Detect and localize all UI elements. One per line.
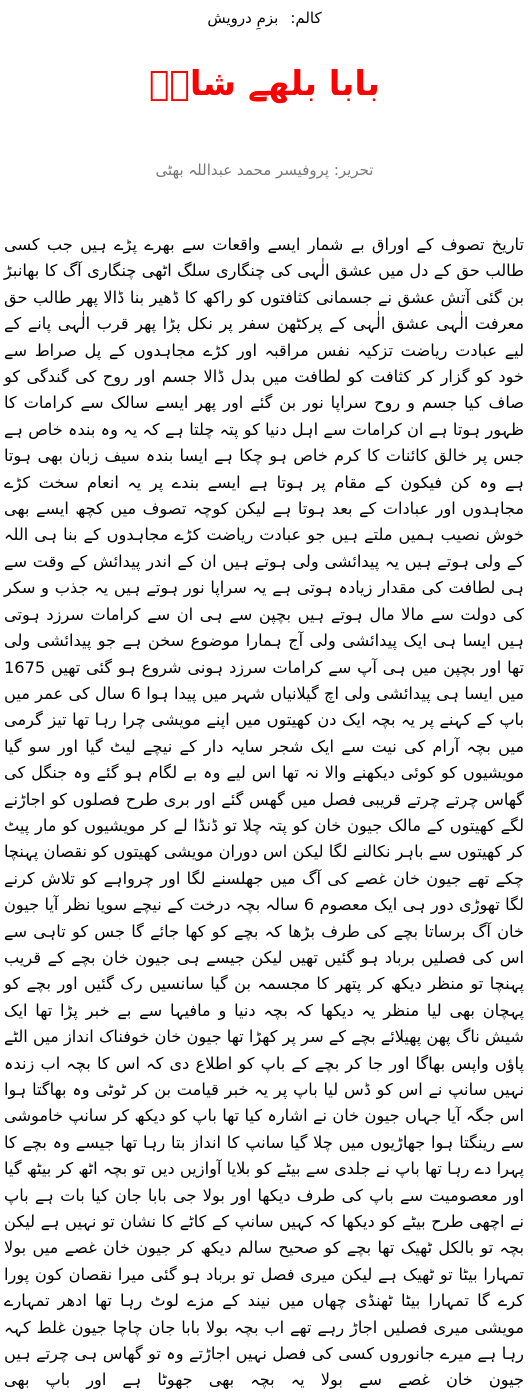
column-header [0,8,529,28]
column-label: کالم: [290,9,322,27]
article-title: بابا بلھے شاہؒ [149,64,380,104]
article-paragraph: تاریخ تصوف کے اوراق بے شمار ایسے واقعات سے بھرے پڑے ہیں جب کسی طالب حق کے دل میں عشق الٰہی کی چنگاری سلگ اٹھی چنگاری آگ کا بھانبڑ بن گئی آتش عشق نے جسمانی کثافتوں کو راکھ کا ڈھیر بنا ڈالا پھر طالب حق معرفت الٰہی عشق الٰہی کے پرکٹھن سفر پر نکل پڑا پھر قرب الٰہی پانے کے لیے عبادت ریاضت تزکیہ نفس مراقبہ اور کڑے مجاہدوں کے پل صراط سے خود کو گزار کر کثافت کو لطافت میں بدل ڈالا جسم اور روح کی گندگی کو صاف کیا جسم و روح سراپا نور بن گئے اور پھر ایسے سالک سے کرامات کا ظہور ہوتا ہے ان کرامات سے اہل دنیا کو پتہ چلتا ہے کہ یہ وہ بندہ خاص ہے جس پر خالق کائنات کا کرم خاص ہو چکا ہے ایسا بندہ سیف زبان بھی ہوتا ہے وہ کن فیکون کے مقام پر ہوتا ہے ایسے بندے پر یہ انعام سخت کڑے مجاہدوں اور عبادات کے بعد ہوتا ہے لیکن کوچہ تصوف میں کچھ ایسے بھی خوش نصیب ہمیں ملتے ہیں جو عبادت ریاضت کڑے مجاہدوں کے بنا ہی اللہ کے ولی ہوتے ہیں یہ پیدائشی ولی ہوتے ہیں ان کے اندر پیدائش کے وقت سے ہی لطافت کی مقدار زیادہ ہوتی ہے یہ سراپا نور ہوتے ہیں یہ جذب و سکر کی دولت سے مالا مال ہوتے ہیں بچپن سے ہی ان سے کرامات سرزد ہوتی ہیں ایسا ہی ایک پیدائشی ولی آج ہمارا موضوع سخن ہے جو پیدائشی ولی تھا اور بچپن میں ہی آپ سے کرامات سرزد ہونی شروع ہو گئی تھیں 1675 میں ایسا ہی پیدائشی ولی اچ گیلانیاں شہر میں پیدا ہوا 6 سال کی عمر میں باپ کے کہنے پر یہ بچہ ایک دن کھیتوں میں اپنے مویشی چرا رہا تھا تیز گرمی میں بچہ آرام کی نیت سے ایک شجر سایہ دار کے نیچے لیٹ گیا اور سو گیا مویشیوں کو کوئی دیکھنے والا نہ تھا اس لیے وہ بے لگام ہو گئے وہ جنگل کی گھاس چرتے چرتے قریبی فصل میں گھس گئے اور بری طرح فصلوں کو اجاڑنے لگے کھیتوں کے مالک جیون خان کو پتہ چلا تو ڈنڈا لے کر مویشیوں کو مار پیٹ کر کھیتوں سے باہر نکالنے لگا لیکن اس دوران مویشی کھیتوں کو نقصان پہنچا چکے تھے جیون خان غصے کی آگ میں جھلسنے لگا اور چرواہے کو تلاش کرنے لگا تھوڑی دور ہی ایک معصوم 6 سالہ بچہ درخت کے نیچے سویا نظر آیا جیون خان آگ برساتا بچے کی طرف بڑھا کہ بچے کو کھا جائے گا جس کو تاہی سے اس کی فصلیں برباد ہو گئیں تھیں لیکن جیسے ہی جیون خان بچے کے قریب پہنچا تو منظر دیکھ کر پتھر کا مجسمہ بن گیا سانسیں رک گئیں اور بچے کو پہچان بھی لیا منظر یہ دیکھا کہ بچہ دنیا و مافیہا سے بے خبر پڑا تھا ایک شیش ناگ پھن پھیلائے بچے کے سر پر کھڑا تھا جیون خان خوفناک انداز میں الٹے پاؤں واپس بھاگا اور جا کر بچے کے باپ کو اطلاع دی کہ اس کا بچہ اب زندہ نہیں سانپ نے اس کو ڈس لیا باپ پر یہ خبر قیامت بن کر ٹوٹی وہ بھاگتا ہوا اس جگہ آیا جہاں جیون خان نے اشارہ کیا تھا باپ کو دیکھ کر سانپ خاموشی سے رینگتا ہوا جھاڑیوں میں چلا گیا سانپ کا انداز بتا رہا تھا جیسے وہ بچے کا پہرا دے رہا تھا باپ نے جلدی سے بیٹے کو بلایا آوازیں دیں تو بچہ اٹھ کر بیٹھ گیا اور معصومیت سے باپ کی طرف دیکھا اور بولا جی بابا جان کیا بات ہے باپ نے اچھی طرح بیٹے کو دیکھا کہ کہیں سانپ کے کاٹے کا نشان تو نہیں ہے لیکن بچہ تو بالکل ٹھیک تھا بچے کو صحیح سالم دیکھ کر جیون خان غصے میں بولا تمہارا بیٹا تو ٹھیک ہے لیکن میری فصل تو برباد ہو گئی میرا نقصان کون پورا کرے گا تمہارا بیٹا ٹھنڈی چھاں میں نیند کے مزے لوٹ رہا تھا ادھر تمہارے مویشی میری فصلیں اجاڑ رہے تھے اب بچہ بولا بابا جان چاچا جیون غلط کہہ رہا ہے میرے جانوروں کسی کی فصل نہیں اجاڑتے وہ تو گھاس ہی چرتے ہیں جیون خان غصے سے بولا یہ بچہ بھی جھوٹا ہے اور باپ بھی [4,235,524,1390]
article-body [4,232,524,1390]
article-author: تحریر: پروفیسر محمد عبداللہ بھٹی [155,161,374,179]
column-name: بزمِ درویش [207,9,279,27]
